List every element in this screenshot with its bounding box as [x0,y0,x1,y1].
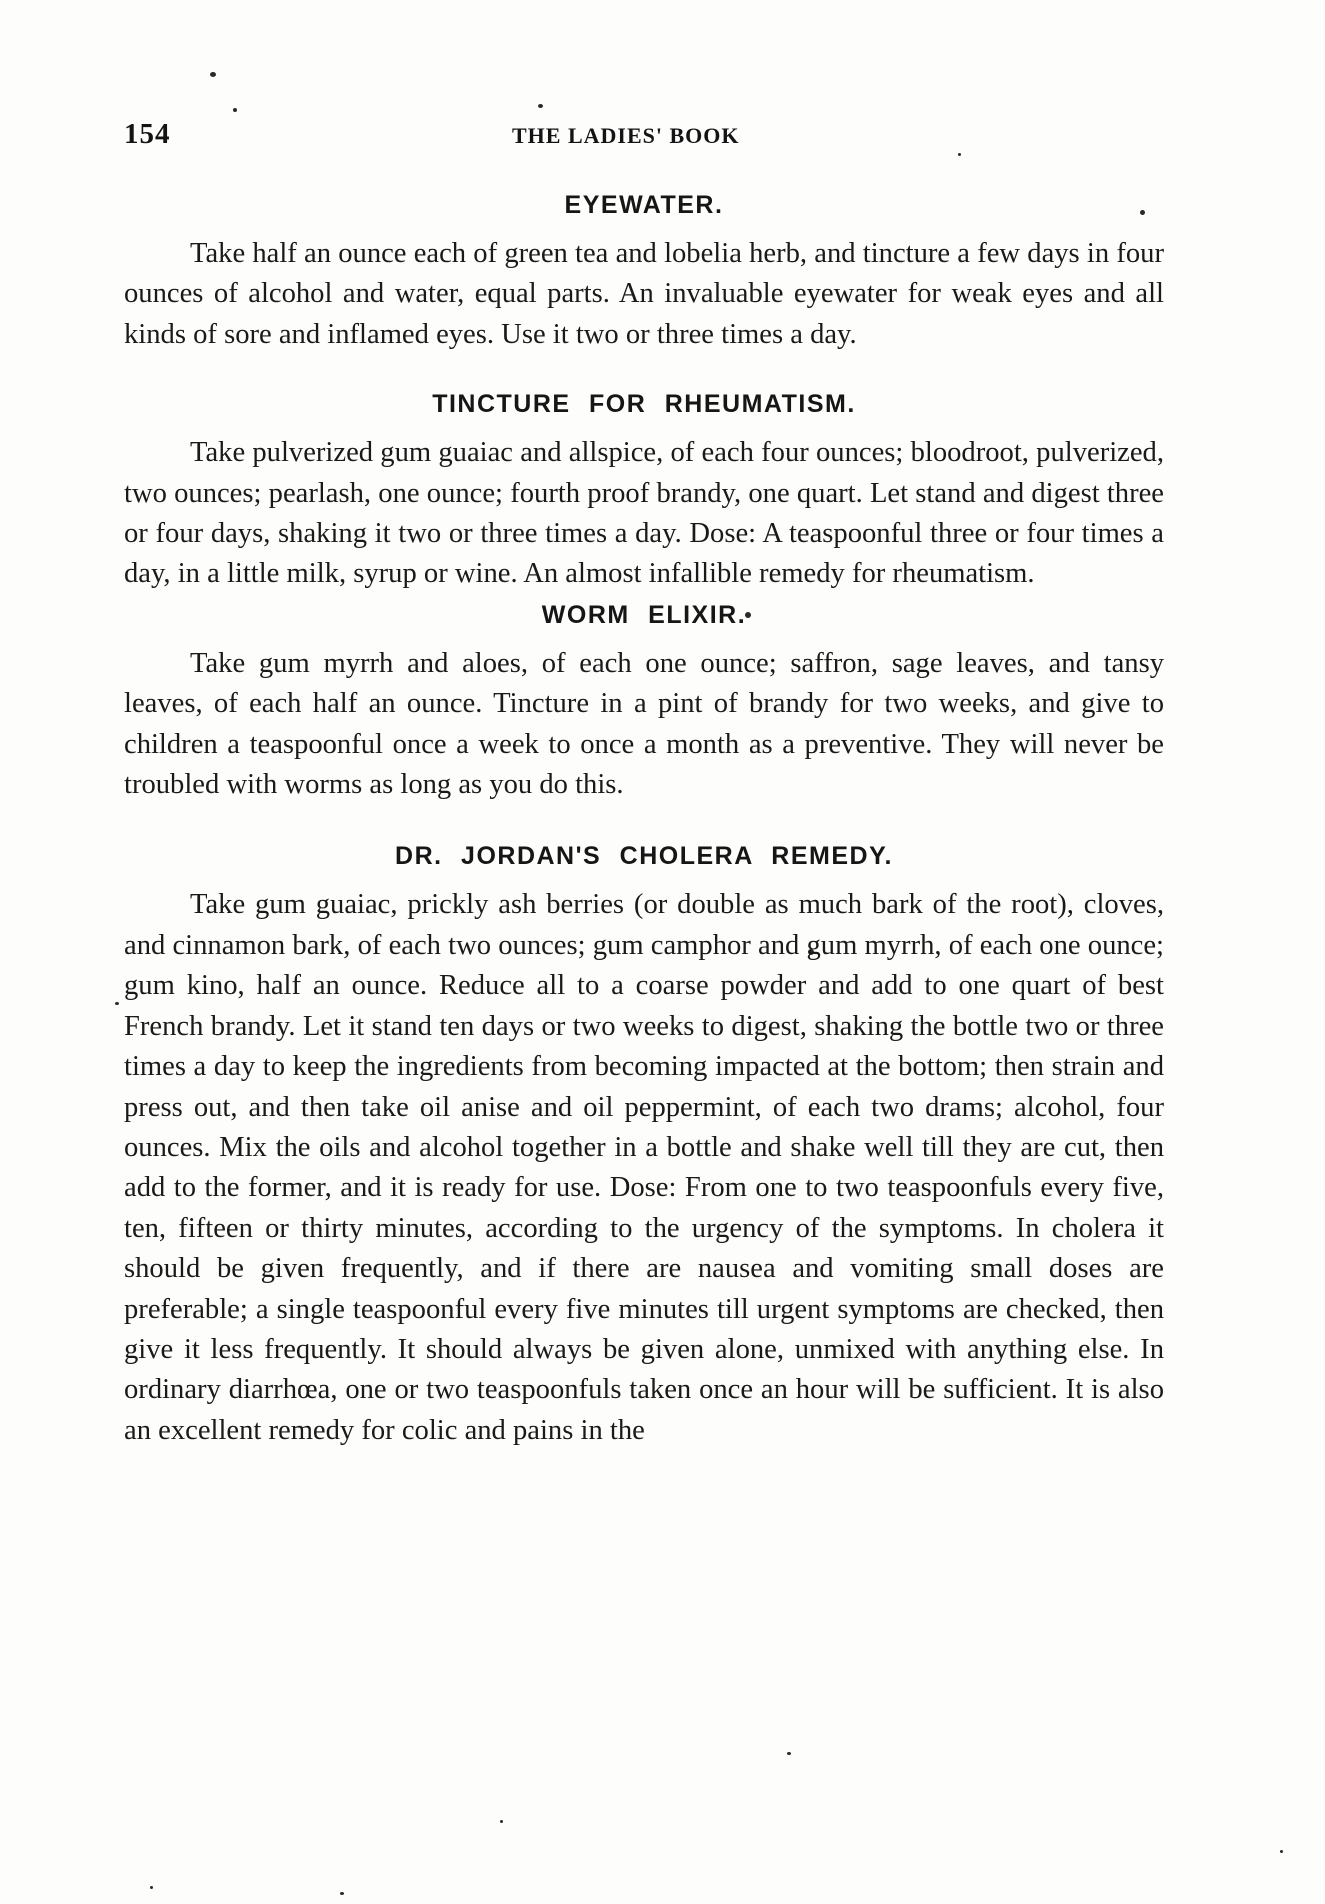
section-title: TINCTURE FOR RHEUMATISM. [432,390,856,419]
section-eyewater [124,188,1164,355]
page-header [0,118,1325,158]
section-dr-jordans-cholera-remedy [124,839,1164,1451]
page-content [124,188,1164,1451]
section-body: Take gum myrrh and aloes, of each one ounce; saffron, sage leaves, and tansy leaves, of each half an ounce. Tincture in a pint of brandy for two weeks, and give to children a teaspoonful once a week to once a month as a preventive. They will never be troubled with worms as long as you do this. [124,647,1164,801]
page-number: 154 [124,118,171,150]
section-spacer [124,355,1164,387]
section-worm-elixir [124,598,1164,806]
section-body: Take half an ounce each of green tea and lobelia herb, and tincture a few days in four ounces of alcohol and water, equal parts. An invaluable eyewater for weak eyes and all kinds of sore and inflamed eyes. Use it two or three times a day. [124,238,1164,350]
running-title: THE LADIES' BOOK [512,123,740,148]
section-title: EYEWATER. [564,191,724,219]
section-spacer [124,805,1164,839]
section-body: Take pulverized gum guaiac and allspice, of each four ounces; bloodroot, pulverized, two ounces; pearlash, one ounce; fourth proof brandy, one quart. Let stand and digest three or four days, shaking it two or three times a day. Dose: A teaspoonful three or four times a day, in a little milk, syrup or wine. An almost infallible remedy for rheumatism. [124,437,1164,590]
section-tincture-for-rheumatism [124,387,1164,595]
section-body: Take gum guaiac, prickly ash berries (or double as much bark of the root), cloves, and cinnamon bark, of each two ounces; gum camphor and gum myrrh, of each one ounce; gum kino, half an ounce. Reduce all to a coarse powder and add to one quart of best French brandy. Let it stand ten days or two weeks to digest, shaking the bottle two or three times a day to keep the ingredients from becoming impacted at the bottom; then strain and press out, and then take oil anise and oil peppermint, of each two drams; alcohol, four ounces. Mix the oils and alcohol together in a bottle and shake well till they are cut, then add to the former, and it is ready for use. Dose: From one to two teaspoonfuls every five, ten, fifteen or thirty minutes, according to the urgency of the symptoms. In cholera it should be given frequently, and if there are nausea and vomiting small doses are preferable; a single teaspoonful every five minutes till urgent symptoms are checked, then give it less frequently. It should always be given alone, unmixed with anything else. In ordinary diarrhœa, one or two teaspoonfuls taken once an hour will be sufficient. It is also an excellent remedy for colic and pains in the [124,889,1164,1446]
section-title: DR. JORDAN'S CHOLERA REMEDY. [395,842,893,871]
section-title: WORM ELIXIR. [541,600,747,629]
